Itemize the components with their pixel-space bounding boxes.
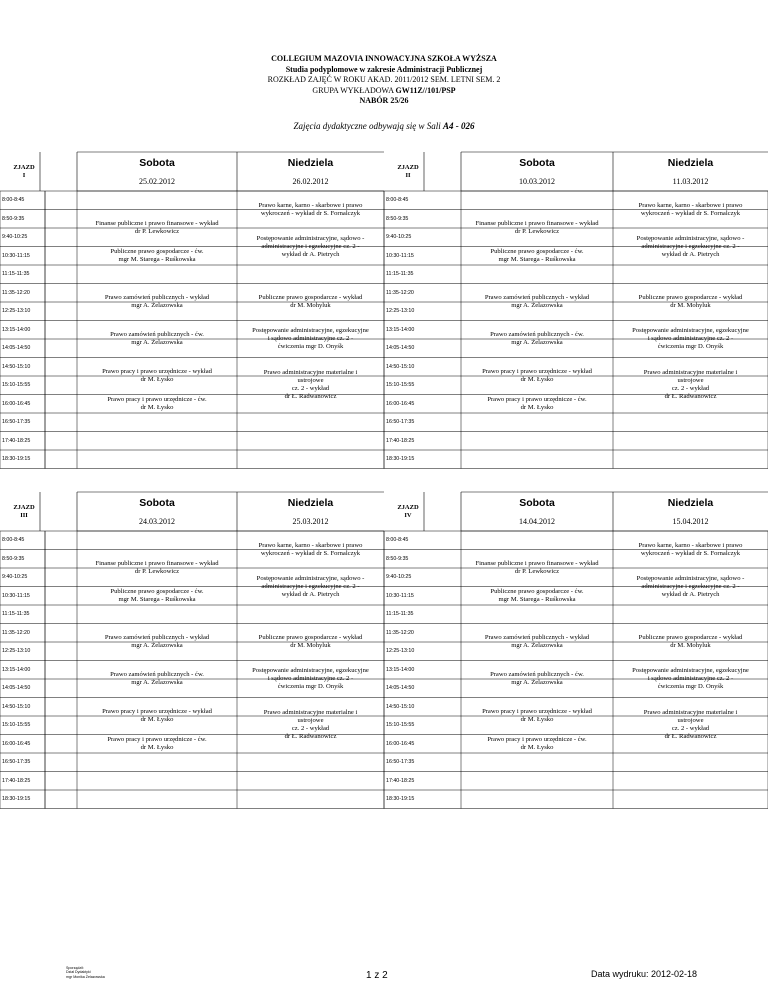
time-slot: 18:30-19:15: [386, 456, 415, 462]
time-slot: 16:50-17:35: [386, 419, 415, 425]
group-code: GW11Z//101/PSP: [395, 85, 456, 95]
time-slot: 8:50-9:35: [2, 555, 25, 562]
lecture-cell: Publiczne prawo gospodarcze - ćw. mgr M. Starega - Ruśkowska: [110, 587, 204, 603]
program-name: Studia podyplomowe w zakresie Administracji Publicznej: [285, 64, 483, 74]
group-line: GRUPA WYKŁADOWA GW11Z//101/PSP: [312, 85, 456, 95]
lecture-cell: Postępowanie administracyjne, sądowo - administracyjne i egzekucyjne cz. 2 - wykład dr A. Pietrych: [256, 234, 365, 258]
time-slot: 11:35-12:20: [2, 289, 30, 296]
day-saturday: Sobota: [519, 497, 555, 509]
day-saturday: Sobota: [519, 157, 555, 169]
lecture-cell: Prawo pracy i prawo urzędnicze - wykład dr M. Łysko: [102, 708, 212, 723]
time-slot: 14:05-14:50: [2, 345, 31, 351]
lecture-cell: Prawo pracy i prawo urzędnicze - ćw. dr M. Łysko: [107, 395, 207, 411]
lecture-cell: Prawo karne, karno - skarbowe i prawo wykroczeń - wykład dr S. Fornalczyk: [638, 541, 743, 557]
signature: Sporządził: Dział Dydaktyki mgr Monika Żelazowska: [66, 966, 105, 979]
lecture-cell: Prawo zamówień publicznych - ćw. mgr A. Żelazowska: [110, 331, 204, 346]
lecture-cell: Postępowanie administracyjne, sądowo - administracyjne i egzekucyjne cz. 2 - wykład dr A. Pietrych: [256, 574, 365, 598]
time-slot: 8:00-8:45: [386, 197, 409, 203]
time-slot: 13:15-14:00: [386, 326, 415, 333]
date-saturday: 14.04.2012: [519, 517, 555, 526]
lecture-cell: Postępowanie administracyjne, egzekucyjne i sądowo administracyjne cz. 2 - ćwiczenia mgr D. Onyśk: [632, 667, 749, 690]
date-saturday: 10.03.2012: [519, 177, 555, 186]
lecture-cell: Prawo administracyjne materialne i ustrojowe cz. 2 - wykład dr Ł. Radwanowicz: [263, 369, 358, 401]
day-sunday: Niedziela: [287, 157, 334, 169]
lecture-cell: Finanse publiczne i prawo finansowe - wykład dr P. Lewkowicz: [475, 220, 599, 235]
date-saturday: 24.03.2012: [139, 517, 175, 526]
print-date: Data wydruku: 2012-02-18: [591, 969, 698, 979]
time-slot: 8:50-9:35: [2, 215, 25, 222]
time-slot: 15:10-15:55: [2, 722, 31, 728]
lecture-cell: Publiczne prawo gospodarcze - ćw. mgr M. Starega - Ruśkowska: [490, 587, 584, 603]
lecture-cell: Prawo pracy i prawo urzędnicze - wykład dr M. Łysko: [102, 368, 212, 383]
time-slot: 14:50-15:10: [2, 363, 31, 370]
lecture-cell: Finanse publiczne i prawo finansowe - wykład dr P. Lewkowicz: [95, 220, 219, 235]
zjazd-label: ZJAZD I: [13, 164, 35, 179]
time-slot: 10:30-11:15: [2, 592, 30, 599]
lecture-cell: Prawo zamówień publicznych - wykład mgr A. Żelazowska: [484, 294, 590, 309]
time-slot: 10:30-11:15: [386, 592, 414, 599]
lecture-cell: Prawo zamówień publicznych - ćw. mgr A. Żelazowska: [110, 671, 204, 686]
time-slot: 9:40-10:25: [386, 574, 412, 580]
time-slot: 11:15-11:35: [386, 271, 414, 277]
time-slot: 9:40-10:25: [386, 234, 412, 240]
lecture-cell: Prawo administracyjne materialne i ustrojowe cz. 2 - wykład dr Ł. Radwanowicz: [643, 709, 738, 741]
time-slot: 11:15-11:35: [2, 271, 30, 277]
zjazd-label: ZJAZD II: [397, 164, 419, 179]
lecture-cell: Prawo karne, karno - skarbowe i prawo wykroczeń - wykład dr S. Fornalczyk: [258, 201, 363, 217]
time-slot: 11:15-11:35: [386, 611, 414, 617]
time-slot: 13:15-14:00: [2, 326, 31, 333]
date-saturday: 25.02.2012: [139, 177, 175, 186]
time-slot: 18:30-19:15: [2, 456, 31, 462]
room-number: A4 - 026: [442, 121, 475, 131]
time-slot: 16:50-17:35: [2, 759, 31, 765]
intake: NABÓR 25/26: [359, 96, 409, 105]
time-slot: 12:25-13:10: [386, 648, 415, 654]
lecture-cell: Prawo zamówień publicznych - wykład mgr A. Żelazowska: [484, 634, 590, 649]
zjazd-label: ZJAZD IV: [397, 504, 419, 519]
time-slot: 8:00-8:45: [2, 197, 25, 203]
lecture-cell: Prawo pracy i prawo urzędnicze - ćw. dr M. Łysko: [107, 735, 207, 751]
lecture-cell: Prawo zamówień publicznych - wykład mgr A. Żelazowska: [104, 634, 210, 649]
lecture-cell: Postępowanie administracyjne, sądowo - administracyjne i egzekucyjne cz. 2 - wykład dr A. Pietrych: [636, 234, 745, 258]
time-slot: 18:30-19:15: [2, 796, 31, 802]
time-slot: 16:00-16:45: [386, 740, 415, 747]
lecture-cell: Publiczne prawo gospodarcze - wykład dr M. Mohyluk: [638, 634, 743, 649]
time-slot: 12:25-13:10: [2, 648, 31, 654]
date-sunday: 15.04.2012: [672, 517, 709, 526]
lecture-cell: Publiczne prawo gospodarcze - wykład dr M. Mohyluk: [258, 634, 363, 649]
time-slot: 15:10-15:55: [2, 382, 31, 388]
schedule-title: ROZKŁAD ZAJĘĆ W ROKU AKAD. 2011/2012 SEM. LETNI SEM. 2: [267, 75, 501, 84]
time-slot: 14:50-15:10: [386, 703, 415, 710]
time-slot: 11:15-11:35: [2, 611, 30, 617]
day-saturday: Sobota: [139, 497, 175, 509]
time-slot: 12:25-13:10: [386, 308, 415, 314]
lecture-cell: Prawo karne, karno - skarbowe i prawo wykroczeń - wykład dr S. Fornalczyk: [638, 201, 743, 217]
time-slot: 16:00-16:45: [2, 740, 31, 747]
lecture-cell: Prawo zamówień publicznych - ćw. mgr A. Żelazowska: [490, 671, 584, 686]
lecture-cell: Publiczne prawo gospodarcze - ćw. mgr M. Starega - Ruśkowska: [110, 247, 204, 263]
time-slot: 14:05-14:50: [386, 345, 415, 351]
room-info: Zajęcia dydaktyczne odbywają się w Sali A4 - 026: [293, 121, 475, 131]
date-sunday: 26.02.2012: [292, 177, 329, 186]
time-slot: 8:00-8:45: [2, 537, 25, 543]
time-slot: 14:50-15:10: [2, 703, 31, 710]
lecture-cell: Postępowanie administracyjne, egzekucyjne i sądowo administracyjne cz. 2 - ćwiczenia mgr D. Onyśk: [632, 327, 749, 350]
time-slot: 8:00-8:45: [386, 537, 409, 543]
lecture-cell: Postępowanie administracyjne, egzekucyjne i sądowo administracyjne cz. 2 - ćwiczenia mgr D. Onyśk: [252, 327, 369, 350]
page-number: 1 z 2: [366, 970, 388, 981]
time-slot: 13:15-14:00: [2, 666, 31, 673]
day-sunday: Niedziela: [667, 157, 714, 169]
lecture-cell: Prawo pracy i prawo urzędnicze - wykład dr M. Łysko: [482, 368, 592, 383]
lecture-cell: Finanse publiczne i prawo finansowe - wykład dr P. Lewkowicz: [475, 560, 599, 575]
lecture-cell: Publiczne prawo gospodarcze - ćw. mgr M. Starega - Ruśkowska: [490, 247, 584, 263]
lecture-cell: Prawo pracy i prawo urzędnicze - ćw. dr M. Łysko: [487, 395, 587, 411]
time-slot: 16:50-17:35: [386, 759, 415, 765]
date-sunday: 25.03.2012: [292, 517, 329, 526]
time-slot: 14:50-15:10: [386, 363, 415, 370]
day-saturday: Sobota: [139, 157, 175, 169]
zjazd-label: ZJAZD III: [13, 504, 35, 519]
time-slot: 14:05-14:50: [2, 685, 31, 691]
time-slot: 11:35-12:20: [386, 289, 414, 296]
time-slot: 13:15-14:00: [386, 666, 415, 673]
lecture-cell: Publiczne prawo gospodarcze - wykład dr M. Mohyluk: [258, 294, 363, 309]
day-sunday: Niedziela: [287, 497, 334, 509]
time-slot: 17:40-18:25: [386, 437, 415, 444]
time-slot: 9:40-10:25: [2, 574, 28, 580]
time-slot: 10:30-11:15: [386, 252, 414, 259]
lecture-cell: Prawo karne, karno - skarbowe i prawo wykroczeń - wykład dr S. Fornalczyk: [258, 541, 363, 557]
lecture-cell: Prawo administracyjne materialne i ustrojowe cz. 2 - wykład dr Ł. Radwanowicz: [643, 369, 738, 401]
time-slot: 8:50-9:35: [386, 555, 409, 562]
day-sunday: Niedziela: [667, 497, 714, 509]
time-slot: 8:50-9:35: [386, 215, 409, 222]
time-slot: 15:10-15:55: [386, 722, 415, 728]
lecture-cell: Prawo pracy i prawo urzędnicze - wykład dr M. Łysko: [482, 708, 592, 723]
lecture-cell: Prawo zamówień publicznych - ćw. mgr A. Żelazowska: [490, 331, 584, 346]
time-slot: 15:10-15:55: [386, 382, 415, 388]
time-slot: 18:30-19:15: [386, 796, 415, 802]
time-slot: 9:40-10:25: [2, 234, 28, 240]
lecture-cell: Prawo administracyjne materialne i ustrojowe cz. 2 - wykład dr Ł. Radwanowicz: [263, 709, 358, 741]
lecture-cell: Prawo pracy i prawo urzędnicze - ćw. dr M. Łysko: [487, 735, 587, 751]
time-slot: 12:25-13:10: [2, 308, 31, 314]
institution-name: COLLEGIUM MAZOVIA INNOWACYJNA SZKOŁA WYŻSZA: [271, 54, 497, 63]
time-slot: 11:35-12:20: [2, 629, 30, 636]
lecture-cell: Publiczne prawo gospodarcze - wykład dr M. Mohyluk: [638, 294, 743, 309]
time-slot: 10:30-11:15: [2, 252, 30, 259]
lecture-cell: Finanse publiczne i prawo finansowe - wykład dr P. Lewkowicz: [95, 560, 219, 575]
time-slot: 17:40-18:25: [386, 777, 415, 784]
lecture-cell: Postępowanie administracyjne, sądowo - administracyjne i egzekucyjne cz. 2 - wykład dr A. Pietrych: [636, 574, 745, 598]
lecture-cell: Prawo zamówień publicznych - wykład mgr A. Żelazowska: [104, 294, 210, 309]
time-slot: 16:00-16:45: [386, 400, 415, 407]
time-slot: 16:50-17:35: [2, 419, 31, 425]
time-slot: 14:05-14:50: [386, 685, 415, 691]
date-sunday: 11.03.2012: [672, 177, 709, 186]
lecture-cell: Postępowanie administracyjne, egzekucyjne i sądowo administracyjne cz. 2 - ćwiczenia mgr D. Onyśk: [252, 667, 369, 690]
time-slot: 11:35-12:20: [386, 629, 414, 636]
time-slot: 17:40-18:25: [2, 437, 31, 444]
time-slot: 17:40-18:25: [2, 777, 31, 784]
time-slot: 16:00-16:45: [2, 400, 31, 407]
